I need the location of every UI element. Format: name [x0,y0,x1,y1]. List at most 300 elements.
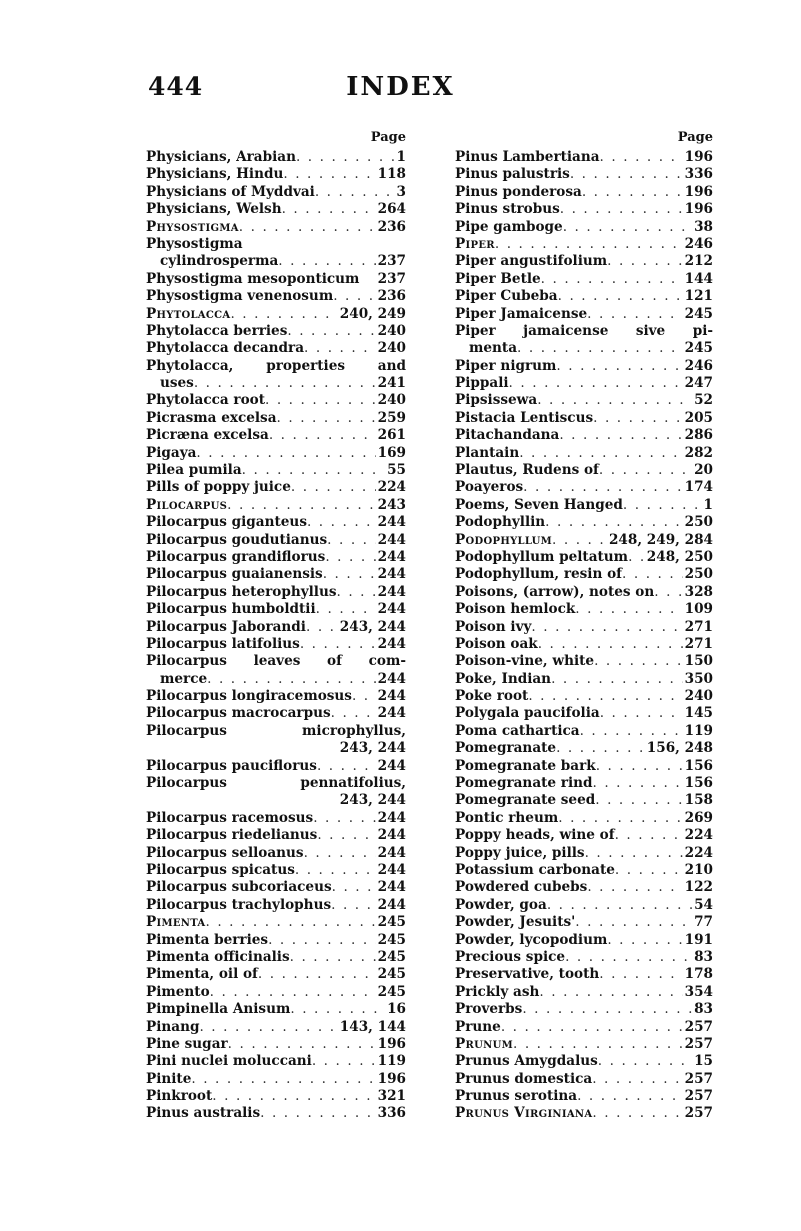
dot-leader [210,984,376,1001]
entry-term: Piper [455,235,495,252]
dot-leader [304,340,376,357]
entry-term: Pomegranate rind [455,775,593,792]
entry-page-ref: 196 [684,183,713,200]
page-title: INDEX [346,72,455,102]
index-entry [455,723,713,740]
dot-leader [593,775,683,792]
dot-leader [600,705,683,722]
index-entry [146,497,406,514]
dot-leader [593,410,683,427]
index-entry [455,827,713,844]
index-entry [455,845,713,862]
entry-page-ref: 245 [377,948,406,965]
index-entry [455,966,713,983]
entry-page-ref: 244 [377,862,406,878]
index-entry [455,758,713,775]
index-entry [146,619,406,636]
index-entry [146,219,406,236]
dot-leader [623,497,702,514]
dot-leader [290,949,376,966]
index-entry [146,236,406,253]
entry-term: Pilocarpus racemosus [146,809,314,826]
dot-leader [196,445,375,462]
dot-leader [580,723,683,740]
dot-leader [331,897,376,914]
index-entry [455,1019,713,1036]
dot-leader [304,845,376,862]
entry-term: Podophyllum peltatum [455,548,629,565]
entry-term: Phytolacca berries [146,322,288,339]
dot-leader [522,1001,692,1018]
entry-page-ref: 245 [377,931,406,948]
dot-leader [230,306,337,323]
index-entry [146,288,406,305]
dot-leader [269,427,376,444]
entry-term: Piper Jamaicense [455,305,588,322]
page-header [0,72,801,112]
index-entry [146,653,406,670]
entry-term: Piper nigrum [455,357,557,374]
dot-leader [537,392,692,409]
entry-term: Pomegranate seed [455,792,596,809]
entry-term: Pimento [146,983,210,1000]
entry-page-ref: 1 [396,148,406,165]
entry-page-ref: 118 [377,166,406,183]
entry-term: Pilocarpus grandiflorus [146,548,326,565]
index-entry [455,1053,713,1070]
entry-page-ref: 143, 144 [339,1018,406,1035]
entry-page-ref: 169 [377,444,406,461]
index-entry [455,149,713,166]
entry-term: Pimenta [146,914,206,931]
entry-page-ref: 248, 249, 284 [608,531,713,548]
entry-term: Pinus Lambertiana [455,148,600,165]
index-entry [455,740,713,757]
index-entry [455,879,713,896]
entry-page-ref: 246 [684,357,713,374]
index-entry [146,1036,406,1053]
dot-leader [587,306,682,323]
entry-term: Pilocarpus subcoriaceus [146,879,332,896]
index-entry [455,775,713,792]
entry-page-ref: 237 [377,253,406,270]
dot-leader [585,845,683,862]
dot-leader [501,1019,683,1036]
dot-leader [565,949,692,966]
entry-term: Picrasma excelsa [146,409,277,426]
entry-term: Pontic rheum [455,809,559,826]
index-entry [455,636,713,653]
dot-leader [517,340,683,357]
entry-term: Physostigma [146,235,243,252]
dot-leader [277,410,376,427]
entry-term: Precious spice [455,948,566,965]
index-entry [146,740,406,757]
entry-page-ref: 156 [684,775,713,792]
entry-page-ref: 244 [377,827,406,844]
entry-page-ref: 282 [684,444,713,461]
entry-page-ref: 336 [684,166,713,183]
entry-page-ref: 212 [684,253,713,270]
entry-term [455,323,713,340]
entry-term: Pipe gamboge [455,218,563,235]
entry-term: Pipsissewa [455,392,538,409]
dot-leader [300,636,376,653]
entry-page-ref: 245 [684,305,713,322]
entry-term: Piper angustifolium [455,253,608,270]
entry-term: Poppy juice, pills [455,844,585,861]
entry-page-ref: 55 [387,462,406,479]
entry-term: Pinkroot [146,1088,213,1105]
entry-word: Pilocarpus [146,775,227,792]
index-entry [455,932,713,949]
dot-leader [228,1036,376,1053]
index-entry [455,688,713,705]
index-entry [146,1019,406,1036]
entry-term: Podophyllum [455,531,553,548]
entry-page-ref: 174 [684,479,713,496]
dot-leader [331,705,376,722]
entry-page-ref: 243 [377,496,406,513]
entry-term: Preservative, tooth [455,966,600,983]
index-entry [146,1071,406,1088]
entry-term: Pinang [146,1018,200,1035]
entry-term: Pilocarpus selloanus [146,844,304,861]
entry-word: Pilocarpus [146,722,227,739]
index-entry [455,1088,713,1105]
entry-term: Powder, lycopodium [455,931,608,948]
dot-leader [547,897,692,914]
entry-term: Pitachandana [455,427,560,444]
entry-page-ref: 119 [377,1053,406,1070]
entry-page-ref: 247 [684,375,713,392]
index-entry [146,897,406,914]
entry-page-ref: 145 [684,705,713,722]
entry-page-ref: 244 [377,635,406,652]
entry-page-ref: 121 [684,288,713,305]
index-entry [146,253,406,270]
entry-term: Pilocarpus pauciflorus [146,757,317,774]
index-entry [455,532,713,549]
index-entry [455,810,713,827]
entry-page-ref: 54 [694,896,713,913]
index-entry [455,566,713,583]
dot-leader [541,271,683,288]
dot-leader [268,932,376,949]
entry-term: Podophyllum, resin of [455,566,623,583]
index-entry [146,966,406,983]
index-entry [146,671,406,688]
entry-term: Pini nuclei moluccani [146,1053,312,1070]
left-column [146,128,406,1123]
index-entry [455,392,713,409]
index-entry [146,758,406,775]
entry-term: Prunus Amygdalus [455,1053,598,1070]
entry-page-ref: 244 [377,688,406,705]
index-entry [455,897,713,914]
entry-word: leaves [253,653,301,670]
entry-page-ref: 244 [377,514,406,531]
index-entry [455,410,713,427]
entry-page-ref: 336 [377,1105,406,1122]
dot-leader [194,375,376,392]
entry-page-ref: 156, 248 [646,740,713,757]
index-entry [455,340,713,357]
entry-term [146,653,406,670]
dot-leader [575,601,682,618]
entry-page-ref: 244 [377,705,406,722]
entry-term: Pinus ponderosa [455,183,582,200]
entry-page-ref: 245 [377,966,406,983]
index-entry [455,706,713,723]
entry-term: Physostigma venenosum [146,288,334,305]
entry-page-ref: 156 [684,757,713,774]
index-entry [146,306,406,323]
entry-page-ref: 15 [694,1053,713,1070]
dot-leader [598,1053,692,1070]
entry-page-ref: 236 [377,218,406,235]
dot-leader [265,392,376,409]
entry-page-ref: 250 [684,566,713,583]
entry-page-ref: 241 [377,375,406,392]
entry-page-ref: 350 [684,670,713,687]
dot-leader [551,671,683,688]
index-entry [455,427,713,444]
entry-term: Physicians, Welsh [146,201,282,218]
entry-page-ref: 16 [387,1001,406,1018]
entry-page-ref: 244 [377,844,406,861]
entry-term: Powder, Jesuits' [455,914,576,931]
entry-page-ref: 250 [684,514,713,531]
entry-page-ref: 236 [377,288,406,305]
entry-term: Phytolacca [146,305,231,322]
index-entry [146,1001,406,1018]
index-entry [146,862,406,879]
entry-word: Phytolacca, [146,357,234,374]
entry-term: Physicians of Myddvai [146,183,315,200]
entry-term: Pine sugar [146,1035,228,1052]
index-entry [146,532,406,549]
index-entry [455,1105,713,1122]
entry-term: Poison-vine, white [455,653,595,670]
index-entry [146,549,406,566]
dot-leader [559,427,682,444]
right-entry-list [455,149,713,1123]
entry-page-ref: 83 [694,948,713,965]
index-entry [146,166,406,183]
index-entry [146,271,406,288]
index-entry [146,1088,406,1105]
entry-term: menta [469,340,518,357]
dot-leader [295,862,376,879]
entry-page-ref: 286 [684,427,713,444]
index-entry [146,566,406,583]
dot-leader [607,253,682,270]
entry-page-ref: 1 [703,496,713,513]
entry-page-ref: 271 [684,635,713,652]
entry-page-ref: 243, 244 [339,740,406,757]
entry-page-ref: 245 [377,983,406,1000]
entry-page-ref: 259 [377,409,406,426]
entry-term: Pippali [455,375,509,392]
entry-page-ref: 244 [377,566,406,583]
index-entry [455,1071,713,1088]
entry-term: Pilocarpus goudutianus [146,531,328,548]
entry-page-ref: 77 [694,914,713,931]
dot-leader [282,201,376,218]
dot-leader [207,671,375,688]
entry-term: Pinus strobus [455,201,560,218]
dot-leader [552,532,607,549]
index-entry [146,792,406,809]
index-entry [455,323,713,340]
index-entry [455,184,713,201]
dot-leader [595,792,682,809]
entry-term: Podophyllin [455,514,546,531]
index-entry [455,792,713,809]
entry-term: Pimenta officinalis [146,948,290,965]
index-entry [146,375,406,392]
index-entry [455,984,713,1001]
left-entry-list [146,149,406,1123]
entry-term: Physicians, Hindu [146,166,284,183]
dot-leader [531,619,682,636]
entry-term: Pimenta, oil of [146,966,258,983]
index-entry [146,688,406,705]
entry-page-ref: 240 [377,340,406,357]
index-entry [146,358,406,375]
dot-leader [563,219,692,236]
entry-page-ref: 257 [684,1088,713,1105]
dot-leader [628,549,645,566]
dot-leader [242,462,385,479]
dot-leader [558,810,682,827]
entry-page-ref: 248, 250 [646,548,713,565]
entry-word: pi- [692,322,713,339]
dot-leader [336,584,375,601]
entry-page-ref: 244 [377,879,406,896]
index-entry [455,201,713,218]
index-entry [146,810,406,827]
index-entry [455,166,713,183]
dot-leader [592,1071,682,1088]
entry-page-ref: 38 [694,218,713,235]
index-entry [455,1001,713,1018]
dot-leader [615,827,683,844]
entry-page-ref: 240, 249 [339,305,406,322]
dot-leader [199,1019,337,1036]
dot-leader [325,549,375,566]
entry-term: Pilocarpus longiracemosus [146,688,352,705]
dot-leader [307,514,376,531]
entry-page-ref: 240 [684,688,713,705]
dot-leader [577,1088,683,1105]
dot-leader [290,1001,385,1018]
dot-leader [582,184,683,201]
index-entry [455,306,713,323]
dot-leader [622,566,683,583]
entry-term [146,358,406,375]
entry-page-ref: 122 [684,879,713,896]
dot-leader [296,149,395,166]
right-column-heading: Page [677,130,713,145]
entry-page-ref: 264 [377,201,406,218]
dot-leader [306,619,338,636]
index-entry [455,462,713,479]
entry-page-ref: 158 [684,792,713,809]
entry-page-ref: 150 [684,653,713,670]
entry-term: Phytolacca root [146,392,265,409]
entry-term: Pomegranate [455,740,557,757]
index-entry [146,636,406,653]
entry-page-ref: 196 [684,148,713,165]
index-entry [455,862,713,879]
index-entry [455,271,713,288]
entry-page-ref: 246 [684,235,713,252]
entry-term: Poke, Indian [455,670,552,687]
index-entry [146,201,406,218]
index-entry [455,288,713,305]
index-entry [455,914,713,931]
index-entry [146,845,406,862]
entry-page-ref: 205 [684,409,713,426]
entry-term [146,723,406,740]
index-entry [146,949,406,966]
dot-leader [315,184,395,201]
entry-page-ref: 328 [684,583,713,600]
index-entry [455,497,713,514]
entry-page-ref: 257 [684,1018,713,1035]
entry-term [146,775,406,792]
entry-term: Prune [455,1018,501,1035]
dot-leader [239,219,376,236]
entry-word: Pilocarpus [146,653,227,670]
dot-leader [287,323,375,340]
entry-term: Pills of poppy juice [146,479,291,496]
dot-leader [513,1036,683,1053]
entry-page-ref: 244 [377,601,406,618]
dot-leader [654,584,682,601]
index-entry [146,410,406,427]
entry-page-ref: 196 [377,1070,406,1087]
entry-term: Poke root [455,688,529,705]
index-entry [146,462,406,479]
index-entry [455,949,713,966]
entry-page-ref: 144 [684,270,713,287]
right-column [455,128,713,1123]
entry-term: Pimenta berries [146,931,269,948]
entry-term: Physostigma mesoponticum [146,270,360,287]
entry-page-ref: 244 [377,531,406,548]
entry-page-ref: 196 [377,1035,406,1052]
entry-term: Pilea pumila [146,462,242,479]
entry-term: Pilocarpus giganteus [146,514,307,531]
entry-page-ref: 210 [684,862,713,878]
entry-term: Poppy heads, wine of [455,827,615,844]
index-entry [455,236,713,253]
index-entry [146,984,406,1001]
entry-page-ref: 237 [377,270,406,287]
entry-page-ref: 269 [684,809,713,826]
entry-term: Plautus, Rudens of [455,462,599,479]
entry-term: Poayeros [455,479,524,496]
index-entry [455,1036,713,1053]
dot-leader [313,810,375,827]
dot-leader [352,688,376,705]
dot-leader [556,358,682,375]
entry-term: Poems, Seven Hanged [455,496,623,513]
entry-term: Physicians, Arabian [146,148,296,165]
